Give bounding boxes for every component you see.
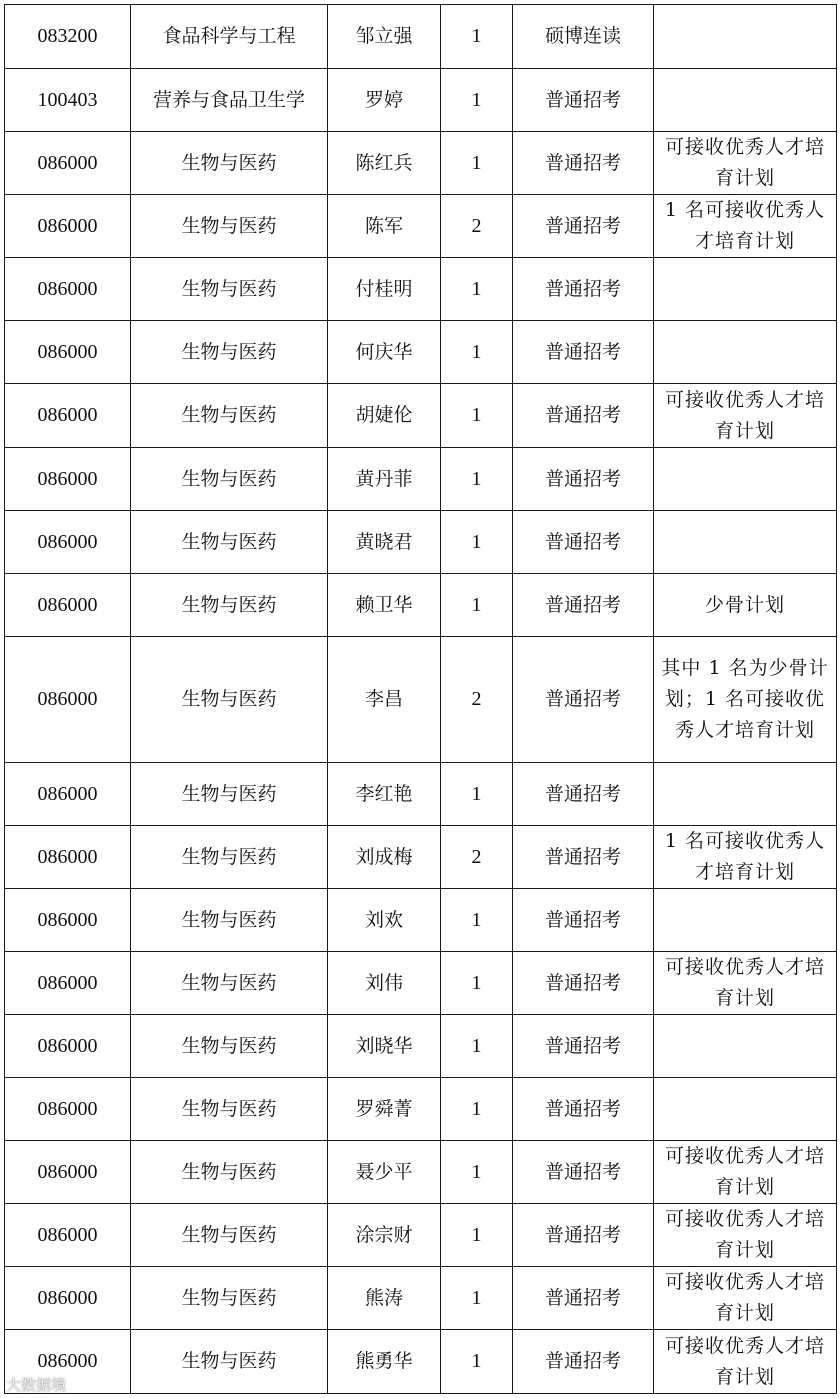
program-code-cell: 086000 bbox=[5, 1330, 131, 1394]
program-code-cell: 100403 bbox=[5, 69, 131, 132]
table-row bbox=[5, 321, 837, 384]
supervisor-cell: 黄丹菲 bbox=[328, 448, 441, 511]
quota-cell: 1 bbox=[441, 258, 513, 321]
program-code-cell: 086000 bbox=[5, 132, 131, 195]
major-name-cell: 生物与医药 bbox=[131, 637, 328, 763]
table-row bbox=[5, 195, 837, 258]
quota-cell: 1 bbox=[441, 889, 513, 952]
program-code-cell: 086000 bbox=[5, 1204, 131, 1267]
table-row bbox=[5, 258, 837, 321]
program-code-cell: 086000 bbox=[5, 763, 131, 826]
note-cell bbox=[654, 5, 837, 69]
note-cell: 可接收优秀人才培育计划 bbox=[654, 1204, 837, 1267]
table-row bbox=[5, 1141, 837, 1204]
supervisor-cell: 赖卫华 bbox=[328, 574, 441, 637]
quota-cell: 1 bbox=[441, 1330, 513, 1394]
major-name-cell: 生物与医药 bbox=[131, 1015, 328, 1078]
admission-type-cell: 硕博连读 bbox=[513, 5, 654, 69]
table-row bbox=[5, 448, 837, 511]
program-code-cell: 086000 bbox=[5, 195, 131, 258]
supervisor-cell: 聂少平 bbox=[328, 1141, 441, 1204]
program-code-cell: 086000 bbox=[5, 1141, 131, 1204]
admission-type-cell: 普通招考 bbox=[513, 321, 654, 384]
quota-cell: 1 bbox=[441, 1267, 513, 1330]
admission-type-cell: 普通招考 bbox=[513, 1267, 654, 1330]
major-name-cell: 生物与医药 bbox=[131, 763, 328, 826]
major-name-cell: 生物与医药 bbox=[131, 1267, 328, 1330]
supervisor-cell: 付桂明 bbox=[328, 258, 441, 321]
table-row bbox=[5, 889, 837, 952]
table-row bbox=[5, 132, 837, 195]
program-code-cell: 086000 bbox=[5, 952, 131, 1015]
admission-type-cell: 普通招考 bbox=[513, 826, 654, 889]
table-row bbox=[5, 384, 837, 448]
table-row bbox=[5, 763, 837, 826]
major-name-cell: 生物与医药 bbox=[131, 132, 328, 195]
major-name-cell: 生物与医药 bbox=[131, 1078, 328, 1141]
supervisor-cell: 李红艳 bbox=[328, 763, 441, 826]
note-cell: 1 名可接收优秀人才培育计划 bbox=[654, 195, 837, 258]
quota-cell: 1 bbox=[441, 1015, 513, 1078]
quota-cell: 1 bbox=[441, 448, 513, 511]
note-cell bbox=[654, 321, 837, 384]
major-name-cell: 生物与医药 bbox=[131, 1141, 328, 1204]
program-code-cell: 086000 bbox=[5, 637, 131, 763]
admissions-table bbox=[4, 4, 837, 1394]
major-name-cell: 营养与食品卫生学 bbox=[131, 69, 328, 132]
admission-type-cell: 普通招考 bbox=[513, 195, 654, 258]
note-cell bbox=[654, 69, 837, 132]
note-cell bbox=[654, 763, 837, 826]
program-code-cell: 086000 bbox=[5, 321, 131, 384]
supervisor-cell: 刘成梅 bbox=[328, 826, 441, 889]
major-name-cell: 生物与医药 bbox=[131, 384, 328, 448]
admission-type-cell: 普通招考 bbox=[513, 1015, 654, 1078]
quota-cell: 1 bbox=[441, 952, 513, 1015]
admission-type-cell: 普通招考 bbox=[513, 132, 654, 195]
major-name-cell: 生物与医药 bbox=[131, 195, 328, 258]
table-row bbox=[5, 1078, 837, 1141]
quota-cell: 1 bbox=[441, 1078, 513, 1141]
program-code-cell: 086000 bbox=[5, 258, 131, 321]
major-name-cell: 生物与医药 bbox=[131, 448, 328, 511]
supervisor-cell: 陈红兵 bbox=[328, 132, 441, 195]
program-code-cell: 086000 bbox=[5, 448, 131, 511]
program-code-cell: 086000 bbox=[5, 511, 131, 574]
quota-cell: 2 bbox=[441, 826, 513, 889]
note-cell bbox=[654, 1078, 837, 1141]
admission-type-cell: 普通招考 bbox=[513, 1141, 654, 1204]
admission-type-cell: 普通招考 bbox=[513, 69, 654, 132]
table-row bbox=[5, 952, 837, 1015]
note-cell: 可接收优秀人才培育计划 bbox=[654, 384, 837, 448]
admission-type-cell: 普通招考 bbox=[513, 574, 654, 637]
admission-type-cell: 普通招考 bbox=[513, 448, 654, 511]
note-cell bbox=[654, 258, 837, 321]
quota-cell: 1 bbox=[441, 1204, 513, 1267]
quota-cell: 1 bbox=[441, 69, 513, 132]
admission-type-cell: 普通招考 bbox=[513, 1330, 654, 1394]
note-cell: 可接收优秀人才培育计划 bbox=[654, 1267, 837, 1330]
note-cell bbox=[654, 511, 837, 574]
supervisor-cell: 邹立强 bbox=[328, 5, 441, 69]
major-name-cell: 生物与医药 bbox=[131, 1330, 328, 1394]
admission-type-cell: 普通招考 bbox=[513, 637, 654, 763]
quota-cell: 2 bbox=[441, 195, 513, 258]
program-code-cell: 083200 bbox=[5, 5, 131, 69]
supervisor-cell: 涂宗财 bbox=[328, 1204, 441, 1267]
program-code-cell: 086000 bbox=[5, 574, 131, 637]
major-name-cell: 食品科学与工程 bbox=[131, 5, 328, 69]
admission-type-cell: 普通招考 bbox=[513, 511, 654, 574]
supervisor-cell: 刘晓华 bbox=[328, 1015, 441, 1078]
major-name-cell: 生物与医药 bbox=[131, 511, 328, 574]
quota-cell: 1 bbox=[441, 132, 513, 195]
admission-type-cell: 普通招考 bbox=[513, 1204, 654, 1267]
supervisor-cell: 刘伟 bbox=[328, 952, 441, 1015]
table-row bbox=[5, 1330, 837, 1394]
note-cell: 1 名可接收优秀人才培育计划 bbox=[654, 826, 837, 889]
program-code-cell: 086000 bbox=[5, 1078, 131, 1141]
supervisor-cell: 黄晓君 bbox=[328, 511, 441, 574]
major-name-cell: 生物与医药 bbox=[131, 1204, 328, 1267]
watermark: 大数据境 bbox=[6, 1376, 67, 1394]
quota-cell: 1 bbox=[441, 511, 513, 574]
quota-cell: 1 bbox=[441, 763, 513, 826]
admission-type-cell: 普通招考 bbox=[513, 1078, 654, 1141]
note-cell: 可接收优秀人才培育计划 bbox=[654, 1141, 837, 1204]
note-cell bbox=[654, 1015, 837, 1078]
note-cell: 其中 1 名为少骨计划；1 名可接收优秀人才培育计划 bbox=[654, 637, 837, 763]
table-row bbox=[5, 5, 837, 69]
table-row bbox=[5, 1267, 837, 1330]
supervisor-cell: 刘欢 bbox=[328, 889, 441, 952]
supervisor-cell: 胡婕伦 bbox=[328, 384, 441, 448]
major-name-cell: 生物与医药 bbox=[131, 826, 328, 889]
table-row bbox=[5, 1204, 837, 1267]
program-code-cell: 086000 bbox=[5, 889, 131, 952]
quota-cell: 1 bbox=[441, 321, 513, 384]
table-row bbox=[5, 69, 837, 132]
supervisor-cell: 罗舜菁 bbox=[328, 1078, 441, 1141]
table-row bbox=[5, 1015, 837, 1078]
admission-type-cell: 普通招考 bbox=[513, 258, 654, 321]
table-row bbox=[5, 511, 837, 574]
admission-type-cell: 普通招考 bbox=[513, 763, 654, 826]
admission-type-cell: 普通招考 bbox=[513, 952, 654, 1015]
quota-cell: 1 bbox=[441, 5, 513, 69]
table-row bbox=[5, 637, 837, 763]
program-code-cell: 086000 bbox=[5, 1267, 131, 1330]
admission-type-cell: 普通招考 bbox=[513, 889, 654, 952]
supervisor-cell: 熊勇华 bbox=[328, 1330, 441, 1394]
supervisor-cell: 何庆华 bbox=[328, 321, 441, 384]
major-name-cell: 生物与医药 bbox=[131, 574, 328, 637]
note-cell: 可接收优秀人才培育计划 bbox=[654, 132, 837, 195]
quota-cell: 2 bbox=[441, 637, 513, 763]
note-cell: 可接收优秀人才培育计划 bbox=[654, 1330, 837, 1394]
note-cell: 可接收优秀人才培育计划 bbox=[654, 952, 837, 1015]
program-code-cell: 086000 bbox=[5, 826, 131, 889]
quota-cell: 1 bbox=[441, 574, 513, 637]
supervisor-cell: 李昌 bbox=[328, 637, 441, 763]
note-cell: 少骨计划 bbox=[654, 574, 837, 637]
supervisor-cell: 陈军 bbox=[328, 195, 441, 258]
admission-type-cell: 普通招考 bbox=[513, 384, 654, 448]
table-row bbox=[5, 574, 837, 637]
program-code-cell: 086000 bbox=[5, 1015, 131, 1078]
major-name-cell: 生物与医药 bbox=[131, 258, 328, 321]
quota-cell: 1 bbox=[441, 384, 513, 448]
major-name-cell: 生物与医药 bbox=[131, 889, 328, 952]
supervisor-cell: 罗婷 bbox=[328, 69, 441, 132]
table-row bbox=[5, 826, 837, 889]
major-name-cell: 生物与医药 bbox=[131, 321, 328, 384]
quota-cell: 1 bbox=[441, 1141, 513, 1204]
major-name-cell: 生物与医药 bbox=[131, 952, 328, 1015]
note-cell bbox=[654, 889, 837, 952]
supervisor-cell: 熊涛 bbox=[328, 1267, 441, 1330]
note-cell bbox=[654, 448, 837, 511]
program-code-cell: 086000 bbox=[5, 384, 131, 448]
